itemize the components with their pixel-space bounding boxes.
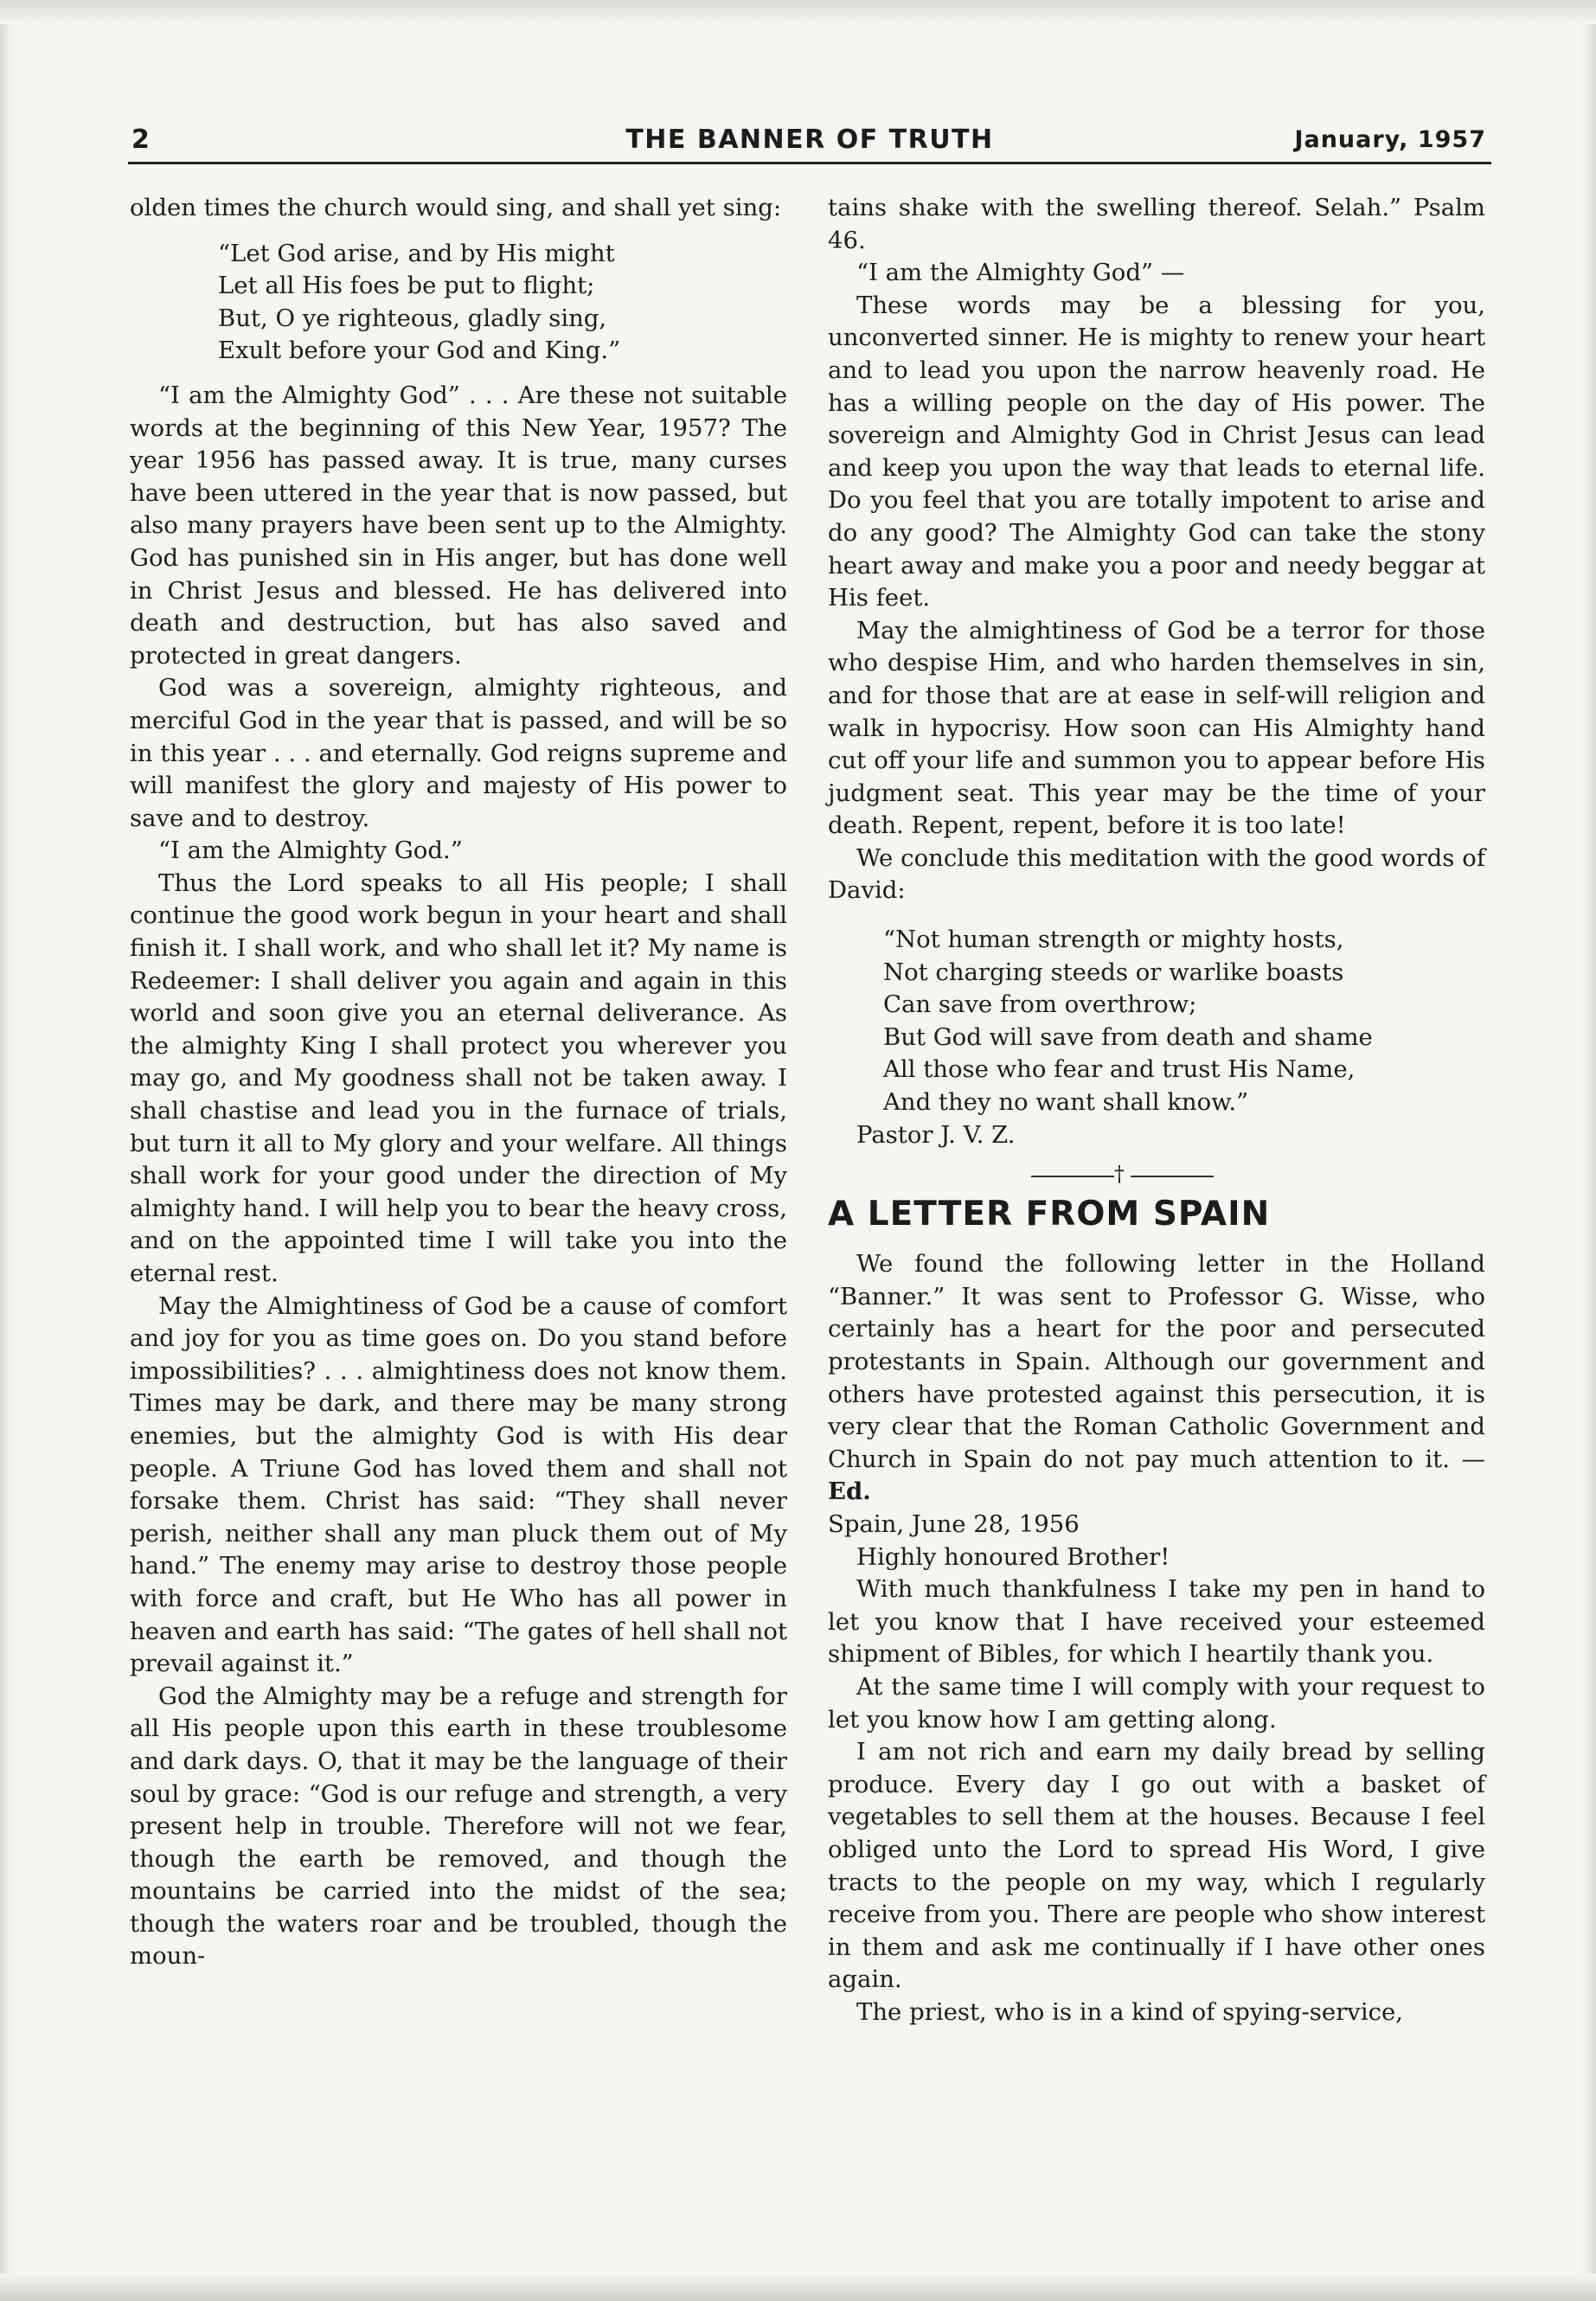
- letter-greeting: Highly honoured Brother!: [856, 1542, 1170, 1571]
- divider-line-left: [1031, 1176, 1114, 1177]
- right-column: [828, 192, 1485, 2029]
- paragraph: olden times the church would sing, and shall yet sing:: [130, 194, 782, 221]
- letter-place-date: Spain, June 28, 1956: [828, 1509, 1080, 1538]
- verse-line: Not charging steeds or warlike boasts: [883, 958, 1344, 986]
- page-bottom-edge: [0, 2273, 1596, 2301]
- paragraph: With much thankfulness I take my pen in hand to let you know that I have received your esteemed shipment of Bibles, for which I heartily thank you.: [828, 1575, 1485, 1669]
- verse-line: But, O ye righteous, gladly sing,: [218, 304, 607, 332]
- paragraph: “I am the Almighty God” —: [856, 259, 1185, 287]
- author-signature: Pastor J. V. Z.: [856, 1120, 1016, 1149]
- page-top-edge: [0, 0, 1596, 24]
- paragraph: God the Almighty may be a refuge and strength for all His people upon this earth in these troublesome and dark days. O, that it may be the language of their soul by grace: “God is our refuge and strength, a very present help in trouble. Therefore will not we fear, though the earth be removed, and though the mountains be carried into the midst of the sea; though the waters roar and be troubled, though the moun-: [130, 1682, 787, 1971]
- paragraph: “I am the Almighty God” . . . Are these not suitable words at the beginning of this New Year, 1957? The year 1956 has passed away. It is true, many curses have been uttered in the year that is now passed, but also many prayers have been sent up to the Almighty. God has punished sin in His anger, but has done well in Christ Jesus and blessed. He has delivered into death and destruction, but has also saved and protected in great dangers.: [130, 381, 787, 670]
- issue-date: January, 1957: [1294, 126, 1486, 153]
- paragraph: tains shake with the swelling thereof. Selah.” Psalm 46.: [828, 194, 1485, 254]
- publication-title: THE BANNER OF TRUTH: [625, 125, 994, 155]
- paragraph: Thus the Lord speaks to all His people; I shall continue the good work begun in your heart and shall finish it. I shall work, and who shall let it? My name is Redeemer: I shall deliver you again and again in this world and soon give you an eternal deliverance. As the almighty King I shall protect you wherever you may go, and My goodness shall not be taken away. I shall chastise and lead you in the furnace of trials, but turn it all to My glory and your welfare. All things shall work for your good under the direction of My almighty hand. I will help you to bear the heavy cross, and on the appointed time I will take you into the eternal rest.: [130, 868, 787, 1287]
- section-divider: [828, 1163, 1485, 1186]
- editor-abbrev: Ed.: [828, 1477, 871, 1506]
- verse-line: “Not human strength or mighty hosts,: [883, 926, 1344, 954]
- paragraph: These words may be a blessing for you, unconverted sinner. He is mighty to renew your heart and to lead you upon the narrow heavenly road. He has a willing people on the day of His power. The sovereign and Almighty God in Christ Jesus can lead and keep you upon the way that leads to eternal life. Do you feel that you are totally impotent to arise and do any good? The Almighty God can take the stony heart away and make you a poor and needy beggar at His feet.: [828, 291, 1485, 612]
- verse-line: But God will save from death and shame: [883, 1022, 1373, 1051]
- paragraph: May the almightiness of God be a terror for those who despise Him, and who harden themselves in sin, and for those that are at ease in self-will religion and walk in hypocrisy. How soon can His Almighty hand cut off your life and summon you to appear before His judgment seat. This year may be the time of your death. Repent, repent, before it is too late!: [828, 616, 1485, 840]
- section-title: A LETTER FROM SPAIN: [828, 1195, 1271, 1234]
- divider-line-right: [1131, 1176, 1214, 1177]
- verse-line: And they no want shall know.”: [883, 1088, 1249, 1117]
- verse-line: Exult before your God and King.”: [218, 336, 621, 365]
- editor-note-text: We found the following letter in the Holland “Banner.” It was sent to Professor G. Wisse, who certainly has a heart for the poor and persecuted protestants in Spain. Although our government and others have protested against this persecution, it is very clear that the Roman Catholic Government and Church in Spain do not pay much attention to it. —: [828, 1250, 1485, 1473]
- header-rule: [128, 162, 1491, 164]
- verse-line: Let all His foes be put to flight;: [218, 272, 595, 300]
- editor-note: [828, 1248, 1485, 1509]
- verse-line: Can save from overthrow;: [883, 990, 1197, 1019]
- paragraph: I am not rich and earn my daily bread by selling produce. Every day I go out with a basket of vegetables to sell them at the houses. Because I feel obliged unto the Lord to spread His Word, I give tracts to the people on my way, which I regularly receive from you. There are people who show interest in them and ask me continually if I have other ones again.: [828, 1738, 1485, 1994]
- paragraph: May the Almightiness of God be a cause of comfort and joy for you as time goes on. Do you stand before impossibilities? . . . almightiness does not know them. Times may be dark, and there may be many strong enemies, but the almighty God is with His dear people. A Triune God has loved them and shall not forsake them. Christ has said: “They shall never perish, neither shall any man pluck them out of My hand.” The enemy may arise to destroy those people with force and craft, but He Who has all power in heaven and earth has said: “The gates of hell shall not prevail against it.”: [130, 1292, 787, 1678]
- verse-line: All those who fear and trust His Name,: [883, 1055, 1356, 1084]
- paragraph: God was a sovereign, almighty righteous, and merciful God in the year that is passed, and will be so in this year . . . and eternally. God reigns supreme and will manifest the glory and majesty of His power to save and to destroy.: [130, 674, 787, 832]
- paragraph: We conclude this meditation with the good words of David:: [828, 843, 1485, 905]
- verse-psalm-33: [828, 924, 1485, 1119]
- running-header: [130, 123, 1490, 161]
- cross-icon: †: [1114, 1162, 1125, 1187]
- paragraph: The priest, who is in a kind of spying-service,: [856, 1997, 1404, 2026]
- verse-line: “Let God arise, and by His might: [218, 239, 615, 267]
- paragraph: At the same time I will comply with your request to let you know how I am getting along.: [828, 1672, 1485, 1734]
- paragraph: “I am the Almighty God.”: [158, 836, 463, 865]
- left-column: [130, 192, 787, 1973]
- page-number: 2: [131, 125, 150, 155]
- verse-psalm-68: [130, 238, 787, 368]
